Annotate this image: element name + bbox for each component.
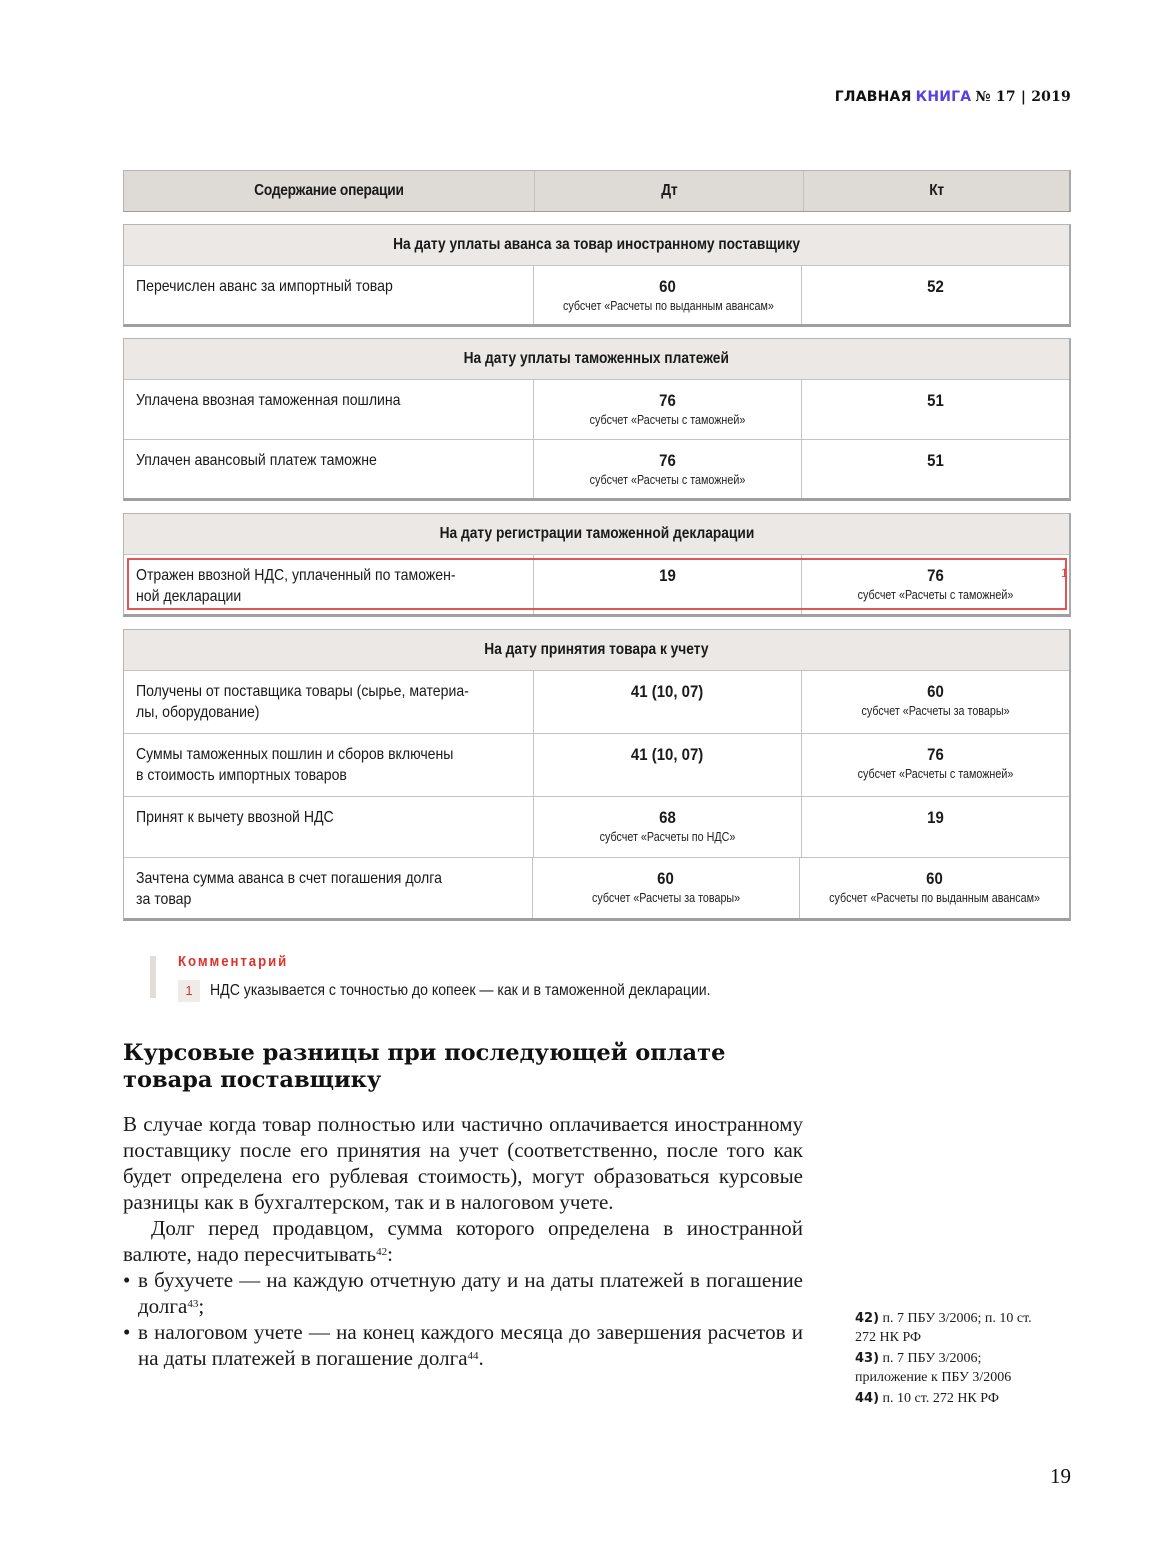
bullet-item: • в бухучете — на каждую отчетную дату и на даты платежей в погашение долга$^{43}$; [123, 1267, 803, 1319]
table-row [124, 440, 1069, 498]
footnote: 44) п. 10 ст. 272 НК РФ [855, 1391, 999, 1406]
credit-cell: 19 [927, 808, 944, 827]
table-column-header [123, 170, 1071, 212]
body-text [123, 1111, 803, 1371]
credit-cell: 76 субсчет «Расчеты с таможней» [857, 745, 1014, 781]
credit-cell: 76 субсчет «Расчеты с таможней» [857, 566, 1014, 602]
credit-cell: 60 субсчет «Расчеты за товары» [861, 682, 1010, 718]
comment-text: НДС указывается с точностью до копеек — как и в таможенной декларации. [210, 982, 711, 999]
footnote: 42) п. 7 ПБУ 3/2006; п. 10 ст. 272 НК РФ [855, 1311, 1032, 1345]
magazine-brand-part2: КНИГА [915, 89, 972, 105]
credit-cell: 60 субсчет «Расчеты по выданным авансам» [828, 869, 1040, 905]
debit-cell: 60 субсчет «Расчеты за товары» [533, 858, 800, 918]
operation-cell: Уплачена ввозная таможенная пошлина [124, 380, 534, 439]
footnote-ref[interactable]: 43 [187, 1298, 199, 1310]
footnote-ref[interactable]: 42 [376, 1246, 388, 1258]
bullet-list [123, 1267, 803, 1371]
table-row [124, 797, 1069, 858]
comment-number: 1 [178, 980, 200, 1002]
section-title: На дату уплаты таможенных платежей [124, 339, 1069, 380]
operation-cell: Уплачен авансовый платеж таможне [124, 440, 534, 498]
section-title: На дату регистрации таможенной декларации [124, 514, 1069, 555]
table-row [124, 380, 1069, 440]
table-section-advance [123, 224, 1071, 327]
operation-cell: Суммы таможенных пошлин и сборов включены в стоимость импортных товаров [124, 734, 534, 796]
column-header-debit: Дт [535, 171, 804, 211]
operation-cell: Зачтена сумма аванса в счет погашения долга за товар [124, 858, 533, 918]
table-section-declaration [123, 513, 1071, 617]
debit-cell: 76 субсчет «Расчеты с таможней» [534, 380, 802, 439]
debit-cell: 19 [534, 555, 802, 614]
operation-cell: Отражен ввозной НДС, уплаченный по таможен- ной декларации [124, 555, 534, 614]
debit-cell: 60 субсчет «Расчеты по выданным авансам» [534, 266, 802, 324]
comment-marker: 1 [1061, 566, 1068, 580]
footnote-ref[interactable]: 44 [467, 1350, 479, 1362]
table-row [124, 734, 1069, 797]
section-title: На дату уплаты аванса за товар иностранному поставщику [124, 225, 1069, 266]
debit-cell: 41 (10, 07) [534, 671, 802, 733]
credit-cell: 51 [927, 451, 944, 470]
issue-number: № 17 | 2019 [975, 89, 1071, 105]
section-title: На дату принятия товара к учету [124, 630, 1069, 671]
section-heading: Курсовые разницы при последующей оплате товара поставщику [123, 1040, 726, 1093]
table-section-acceptance [123, 629, 1071, 921]
comment-title: Комментарий [178, 953, 289, 970]
credit-cell: 51 [927, 391, 944, 410]
running-head [835, 88, 1071, 105]
table-row [124, 266, 1069, 324]
table-row-highlighted [124, 555, 1069, 614]
debit-cell: 76 субсчет «Расчеты с таможней» [534, 440, 802, 498]
paragraph: В случае когда товар полностью или частично оплачивается иностранному поставщику после его принятия на учет (соответственно, после того как будет определена его рублевая стоимость), могут образоваться курсовые разницы как в бухгалтерском, так и в налоговом учете. [123, 1112, 803, 1214]
operation-cell: Получены от поставщика товары (сырье, материа- лы, оборудование) [124, 671, 534, 733]
debit-cell: 68 субсчет «Расчеты по НДС» [534, 797, 802, 857]
operation-cell: Принят к вычету ввозной НДС [124, 797, 534, 857]
table-row [124, 671, 1069, 734]
comment-bar [150, 956, 156, 998]
table-row [124, 858, 1069, 918]
side-footnotes [855, 1309, 1055, 1410]
magazine-brand-part1: ГЛАВНАЯ [834, 89, 912, 105]
debit-cell: 41 (10, 07) [534, 734, 802, 796]
table-section-customs-payments [123, 338, 1071, 501]
page-number: 19 [1050, 1464, 1071, 1488]
credit-cell: 52 [927, 277, 944, 296]
column-header-operation: Содержание операции [124, 171, 535, 211]
paragraph: Долг перед продавцом, сумма которого определена в иностранной валюте, надо пересчитывать$^{42}$: [123, 1216, 803, 1266]
bullet-item: • в налоговом учете — на конец каждого месяца до завершения расчетов и на даты платежей в погашение долга$^{44}$. [123, 1319, 803, 1371]
column-header-credit: Кт [929, 182, 944, 199]
operation-cell: Перечислен аванс за импортный товар [124, 266, 534, 324]
footnote: 43) п. 7 ПБУ 3/2006; приложение к ПБУ 3/2006 [855, 1351, 1012, 1385]
